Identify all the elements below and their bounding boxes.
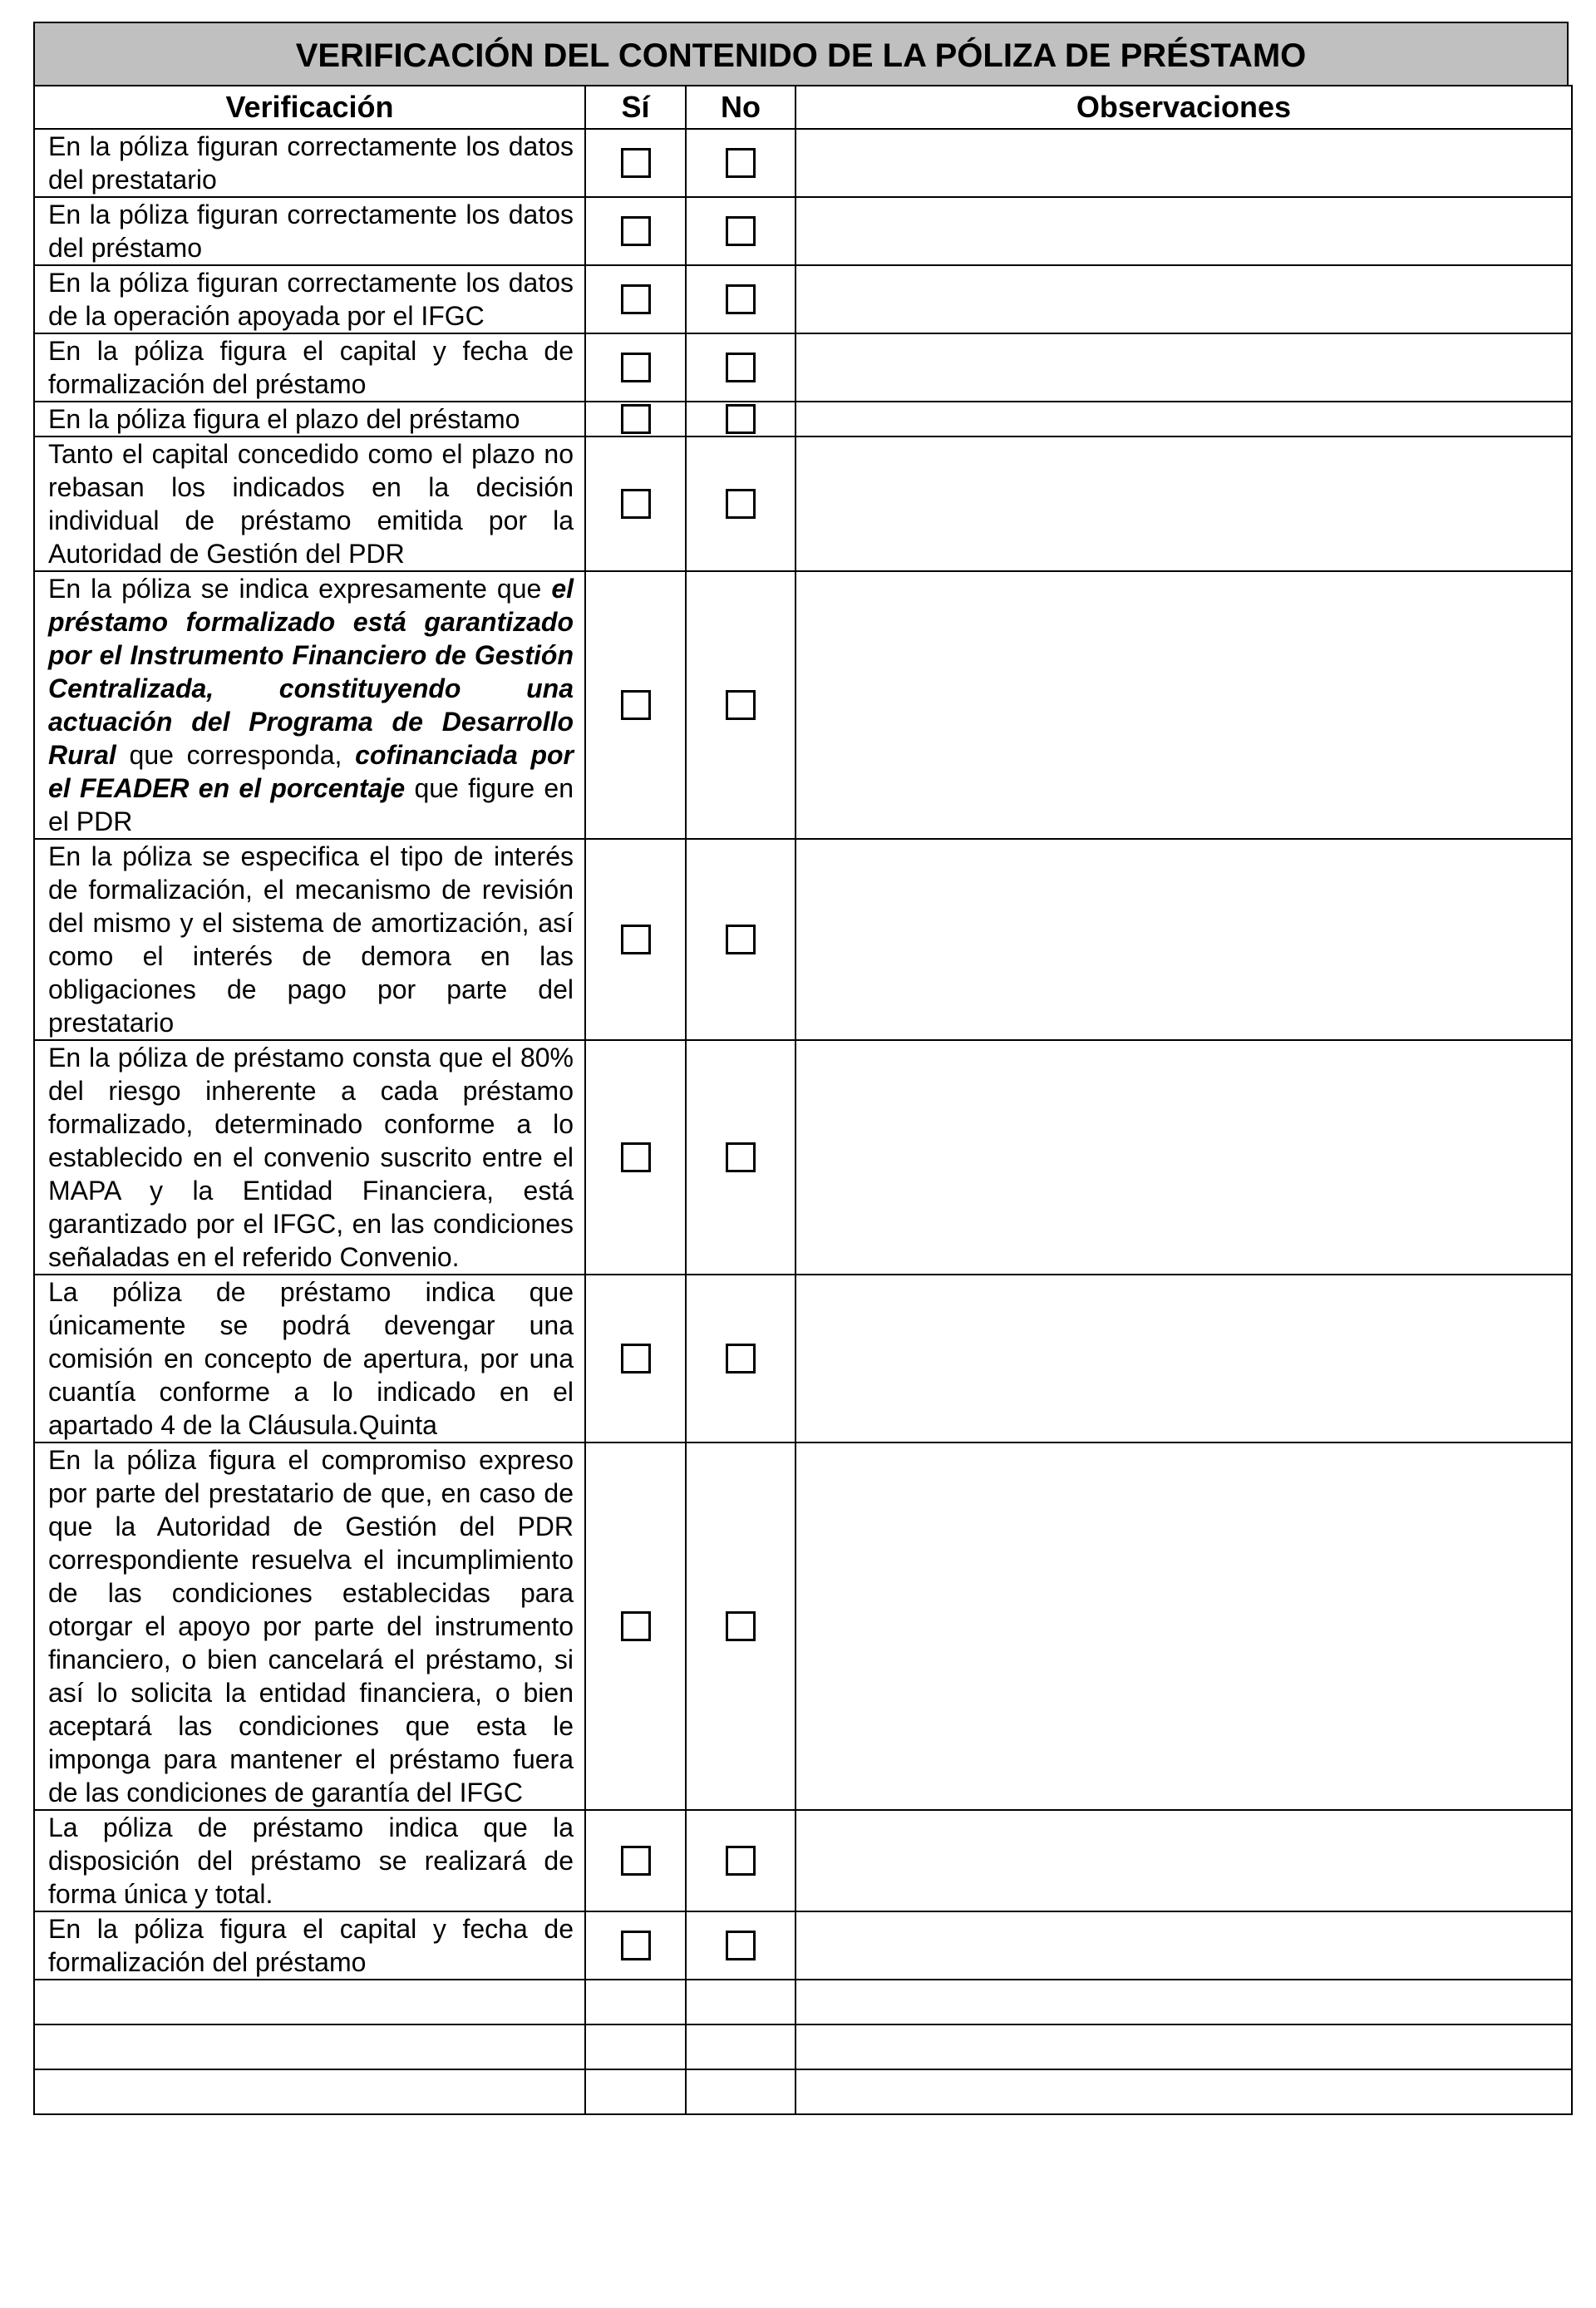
table-row bbox=[34, 839, 1572, 1040]
no-checkbox[interactable] bbox=[726, 1846, 756, 1876]
observaciones-cell[interactable] bbox=[796, 197, 1572, 265]
verification-cell[interactable] bbox=[34, 1980, 585, 2024]
text-segment: En la póliza se indica expresamente que bbox=[48, 574, 552, 604]
verification-text bbox=[34, 1040, 585, 1275]
no-cell bbox=[686, 436, 796, 571]
no-checkbox[interactable] bbox=[726, 1931, 756, 1960]
verification-text bbox=[34, 1911, 585, 1980]
observaciones-cell[interactable] bbox=[796, 1442, 1572, 1810]
no-cell bbox=[686, 839, 796, 1040]
table-row bbox=[34, 197, 1572, 265]
si-checkbox[interactable] bbox=[621, 148, 651, 178]
si-checkbox[interactable] bbox=[621, 1931, 651, 1960]
no-cell bbox=[686, 1810, 796, 1911]
text-segment: En la póliza figura el compromiso expreso por parte del prestatario de que, en caso de que la Autoridad de Gestión del PDR correspondiente resuelva el incumplimiento de las condiciones establecidas para otorgar el apoyo por parte del instrumento financiero, o bien cancelará el préstamo, si así lo solicita la entidad financiera, o bien aceptará las condiciones que esta le imponga para mantener el préstamo fuera de las condiciones de garantía del IFGC bbox=[48, 1445, 574, 1807]
no-cell[interactable] bbox=[686, 2024, 796, 2069]
si-cell[interactable] bbox=[585, 2069, 686, 2114]
observaciones-cell[interactable] bbox=[796, 2024, 1572, 2069]
table-row bbox=[34, 402, 1572, 436]
table-row bbox=[34, 1911, 1572, 1980]
no-checkbox[interactable] bbox=[726, 353, 756, 382]
observaciones-cell[interactable] bbox=[796, 2069, 1572, 2114]
no-checkbox[interactable] bbox=[726, 404, 756, 434]
si-cell bbox=[585, 402, 686, 436]
observaciones-cell[interactable] bbox=[796, 1911, 1572, 1980]
si-checkbox[interactable] bbox=[621, 1344, 651, 1373]
verification-text bbox=[34, 402, 585, 436]
si-checkbox[interactable] bbox=[621, 925, 651, 954]
verification-document bbox=[33, 22, 1571, 2115]
si-cell bbox=[585, 1040, 686, 1275]
text-segment: que corresponda, bbox=[116, 740, 356, 770]
no-cell bbox=[686, 1911, 796, 1980]
si-cell[interactable] bbox=[585, 1980, 686, 2024]
table-row bbox=[34, 1275, 1572, 1442]
si-cell bbox=[585, 839, 686, 1040]
table-row bbox=[34, 333, 1572, 402]
no-checkbox[interactable] bbox=[726, 690, 756, 720]
verification-text bbox=[34, 1442, 585, 1810]
table-row bbox=[34, 1442, 1572, 1810]
verification-text bbox=[34, 265, 585, 333]
empty-row bbox=[34, 2069, 1572, 2114]
si-checkbox[interactable] bbox=[621, 690, 651, 720]
text-segment: En la póliza figuran correctamente los datos del préstamo bbox=[48, 200, 574, 263]
table-header-row bbox=[34, 86, 1572, 129]
no-cell[interactable] bbox=[686, 2069, 796, 2114]
si-checkbox[interactable] bbox=[621, 404, 651, 434]
text-segment: En la póliza figura el capital y fecha de formalización del préstamo bbox=[48, 336, 574, 399]
no-checkbox[interactable] bbox=[726, 1142, 756, 1172]
observaciones-cell[interactable] bbox=[796, 1810, 1572, 1911]
no-cell[interactable] bbox=[686, 1980, 796, 2024]
no-checkbox[interactable] bbox=[726, 1344, 756, 1373]
verification-text bbox=[34, 129, 585, 197]
verification-text bbox=[34, 197, 585, 265]
observaciones-cell[interactable] bbox=[796, 333, 1572, 402]
si-cell bbox=[585, 436, 686, 571]
si-checkbox[interactable] bbox=[621, 284, 651, 314]
si-checkbox[interactable] bbox=[621, 1611, 651, 1641]
si-cell bbox=[585, 1275, 686, 1442]
no-cell bbox=[686, 1442, 796, 1810]
si-checkbox[interactable] bbox=[621, 1846, 651, 1876]
observaciones-cell[interactable] bbox=[796, 1980, 1572, 2024]
no-cell bbox=[686, 1040, 796, 1275]
no-checkbox[interactable] bbox=[726, 284, 756, 314]
text-segment: En la póliza de préstamo consta que el 80% del riesgo inherente a cada préstamo formalizado, determinado conforme a lo establecido en el convenio suscrito entre el MAPA y la Entidad Financiera, está garantizado por el IFGC, en las condiciones señaladas en el referido Convenio. bbox=[48, 1043, 574, 1272]
header-si: Sí bbox=[585, 86, 686, 129]
observaciones-cell[interactable] bbox=[796, 436, 1572, 571]
observaciones-cell[interactable] bbox=[796, 839, 1572, 1040]
table-row bbox=[34, 1040, 1572, 1275]
si-checkbox[interactable] bbox=[621, 216, 651, 246]
table-row bbox=[34, 129, 1572, 197]
no-cell bbox=[686, 129, 796, 197]
observaciones-cell[interactable] bbox=[796, 265, 1572, 333]
si-cell[interactable] bbox=[585, 2024, 686, 2069]
emphasized-text: el préstamo formalizado está garantizado por el Instrumento Financiero de Gestión Centralizada, constituyendo una actuación del Programa de Desarrollo Rural bbox=[48, 574, 574, 770]
header-verificacion: Verificación bbox=[34, 86, 585, 129]
text-segment: La póliza de préstamo indica que la disposición del préstamo se realizará de forma única y total. bbox=[48, 1812, 574, 1909]
no-cell bbox=[686, 571, 796, 839]
verification-cell[interactable] bbox=[34, 2069, 585, 2114]
table-row bbox=[34, 571, 1572, 839]
observaciones-cell[interactable] bbox=[796, 571, 1572, 839]
si-cell bbox=[585, 333, 686, 402]
observaciones-cell[interactable] bbox=[796, 1275, 1572, 1442]
text-segment: La póliza de préstamo indica que únicamente se podrá devengar una comisión en concepto de apertura, por una cuantía conforme a lo indicado en el apartado 4 de la Cláusula.Quinta bbox=[48, 1277, 574, 1440]
si-cell bbox=[585, 265, 686, 333]
no-checkbox[interactable] bbox=[726, 489, 756, 519]
si-cell bbox=[585, 1810, 686, 1911]
header-observaciones: Observaciones bbox=[796, 86, 1572, 129]
text-segment: que figure en el PDR bbox=[48, 773, 574, 836]
si-cell bbox=[585, 1442, 686, 1810]
no-cell bbox=[686, 333, 796, 402]
si-cell bbox=[585, 1911, 686, 1980]
empty-row bbox=[34, 1980, 1572, 2024]
si-cell bbox=[585, 571, 686, 839]
table-row bbox=[34, 1810, 1572, 1911]
verification-table bbox=[33, 85, 1573, 2115]
verification-text bbox=[34, 1275, 585, 1442]
verification-rows bbox=[34, 129, 1572, 2114]
verification-cell[interactable] bbox=[34, 2024, 585, 2069]
verification-text bbox=[34, 1810, 585, 1911]
verification-text bbox=[34, 333, 585, 402]
no-cell bbox=[686, 197, 796, 265]
text-segment: En la póliza figura el capital y fecha de formalización del préstamo bbox=[48, 1914, 574, 1977]
verification-text bbox=[34, 839, 585, 1040]
no-checkbox[interactable] bbox=[726, 1611, 756, 1641]
si-checkbox[interactable] bbox=[621, 489, 651, 519]
observaciones-cell[interactable] bbox=[796, 1040, 1572, 1275]
no-checkbox[interactable] bbox=[726, 216, 756, 246]
si-cell bbox=[585, 129, 686, 197]
text-segment: En la póliza figuran correctamente los datos del prestatario bbox=[48, 131, 574, 195]
no-checkbox[interactable] bbox=[726, 148, 756, 178]
si-checkbox[interactable] bbox=[621, 1142, 651, 1172]
document-title: VERIFICACIÓN DEL CONTENIDO DE LA PÓLIZA DE PRÉSTAMO bbox=[33, 22, 1569, 85]
emphasized-text: cofinanciada por el FEADER en el porcentaje bbox=[48, 740, 574, 803]
text-segment: En la póliza se especifica el tipo de interés de formalización, el mecanismo de revisión del mismo y el sistema de amortización, así como el interés de demora en las obligaciones de pago por parte del prestatario bbox=[48, 841, 574, 1038]
no-cell bbox=[686, 402, 796, 436]
header-no: No bbox=[686, 86, 796, 129]
verification-text bbox=[34, 571, 585, 839]
text-segment: En la póliza figuran correctamente los datos de la operación apoyada por el IFGC bbox=[48, 268, 574, 331]
si-checkbox[interactable] bbox=[621, 353, 651, 382]
observaciones-cell[interactable] bbox=[796, 402, 1572, 436]
table-row bbox=[34, 436, 1572, 571]
table-row bbox=[34, 265, 1572, 333]
text-segment: Tanto el capital concedido como el plazo no rebasan los indicados en la decisión individual de préstamo emitida por la Autoridad de Gestión del PDR bbox=[48, 439, 574, 569]
observaciones-cell[interactable] bbox=[796, 129, 1572, 197]
no-checkbox[interactable] bbox=[726, 925, 756, 954]
no-cell bbox=[686, 1275, 796, 1442]
si-cell bbox=[585, 197, 686, 265]
no-cell bbox=[686, 265, 796, 333]
text-segment: En la póliza figura el plazo del préstamo bbox=[48, 404, 520, 434]
verification-text bbox=[34, 436, 585, 571]
empty-row bbox=[34, 2024, 1572, 2069]
